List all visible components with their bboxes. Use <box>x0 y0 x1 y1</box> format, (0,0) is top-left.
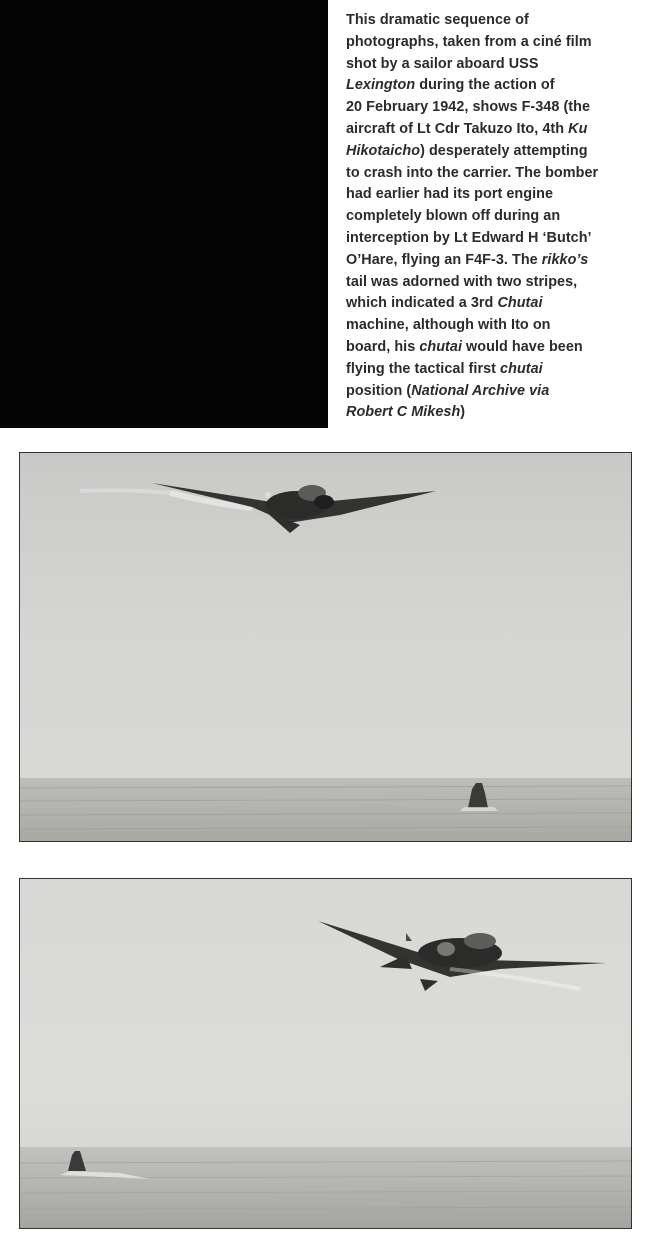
caption-line <box>346 75 644 97</box>
caption-line <box>346 250 644 272</box>
caption-line: tail was adorned with two stripes, <box>346 273 578 290</box>
caption-italic: chutai <box>500 360 543 377</box>
caption-text: flying the tactical first <box>346 360 501 377</box>
caption-text: position ( <box>346 382 412 399</box>
caption-italic: Chutai <box>497 295 543 312</box>
caption-line <box>346 141 644 163</box>
caption-line: photographs, taken from a ciné film <box>346 33 592 50</box>
photo-bottom <box>19 878 632 1229</box>
caption-line: to crash into the carrier. The bomber <box>346 164 599 181</box>
caption-text: board, his <box>346 338 420 355</box>
caption-line <box>346 381 644 403</box>
caption-line: shot by a sailor aboard USS <box>346 55 539 72</box>
photo-bottom-image <box>20 879 631 1228</box>
caption-text: during the action of <box>415 77 555 94</box>
caption-italic: Hikotaicho <box>346 142 421 159</box>
photo-top <box>19 452 632 842</box>
caption-line <box>346 359 644 381</box>
caption-text: which indicated a 3rd <box>346 295 498 312</box>
caption-line <box>346 293 644 315</box>
photo-top-image <box>20 453 631 841</box>
credit: Robert C Mikesh <box>346 404 461 421</box>
caption-italic: Ku <box>568 120 588 137</box>
caption-text: O’Hare, flying an F4F-3. The <box>346 251 542 268</box>
caption-line <box>346 402 644 424</box>
caption-line: machine, although with Ito on <box>346 317 551 334</box>
caption-line: had earlier had its port engine <box>346 186 554 203</box>
credit: National Archive via <box>411 382 550 399</box>
photo-caption <box>346 10 644 424</box>
ship-name: Lexington <box>346 77 416 94</box>
caption-text: ) <box>460 404 466 421</box>
caption-text: aircraft of Lt Cdr Takuzo Ito, 4th <box>346 120 569 137</box>
caption-line <box>346 337 644 359</box>
caption-text: would have been <box>462 338 583 355</box>
caption-line: interception by Lt Edward H ‘Butch’ <box>346 229 592 246</box>
caption-line: completely blown off during an <box>346 208 561 225</box>
caption-italic: rikko’s <box>541 251 589 268</box>
caption-line: 20 February 1942, shows F-348 (the <box>346 99 591 116</box>
caption-line <box>346 119 644 141</box>
caption-italic: chutai <box>419 338 462 355</box>
caption-line: This dramatic sequence of <box>346 12 529 28</box>
black-panel <box>0 0 328 428</box>
caption-text: ) desperately attempting <box>420 142 588 159</box>
